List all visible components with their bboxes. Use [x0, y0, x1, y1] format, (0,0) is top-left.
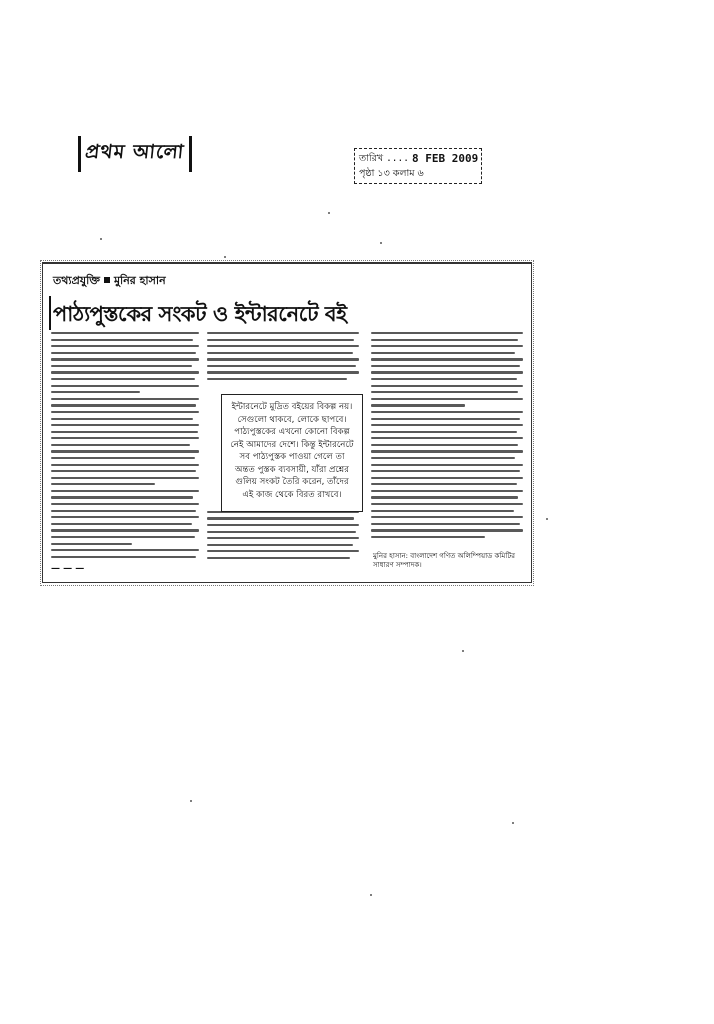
scan-speck [462, 650, 464, 652]
article-kicker-row [53, 272, 166, 291]
scan-speck [100, 238, 102, 240]
scan-speck [224, 256, 226, 258]
author-note: মুনির হাসান: বাংলাদেশ গণিত অলিম্পিয়াড কমিটির সাধারণ সম্পাদক। [373, 552, 515, 569]
pull-quote-box [221, 394, 363, 512]
clipping-end-mark: — — — [51, 564, 85, 574]
date-stamp [354, 148, 482, 184]
newspaper-clipping [42, 262, 532, 583]
scan-speck [380, 242, 382, 244]
pull-quote-text: ইন্টারনেটে মুদ্রিত বইয়ের বিকল্প নয়। সেগুলো থাকবে, লোকে ছাপবে। পাঠ্যপুস্তকের এখনো কোনো বিকল্প নেই আমাদের দেশে। কিন্তু ইন্টারনেটে সব পাঠ্যপুস্তক পাওয়া গেলে তা অন্তত পুস্তক ব্যবসায়ী, যাঁরা প্রশ্নের গুলিয় সংকট তৈরি করেন, তাঁদের এই কাজ থেকে বিরত রাখবে। [230, 402, 354, 500]
scan-speck [190, 800, 192, 802]
stamp-date-row: তারিখ .... 8 FEB 2009 [359, 152, 479, 165]
newspaper-masthead [78, 136, 192, 172]
stamp-date: 8 FEB 2009 [411, 152, 479, 165]
stamp-page-label: পৃষ্ঠা [359, 168, 375, 179]
scan-speck [370, 894, 372, 896]
square-bullet-icon [104, 277, 110, 283]
article-headline: পাঠ্যপুস্তকের সংকট ও ইন্টারনেটে বই [53, 301, 347, 326]
stamp-date-label: তারিখ [359, 153, 384, 164]
stamp-column-label: কলাম [392, 168, 415, 179]
article-byline: মুনির হাসান [113, 274, 166, 287]
article-column-1 [51, 332, 199, 570]
stamp-column-number: ৬ [417, 168, 424, 179]
article-kicker: তথ্যপ্রযুক্তি [53, 274, 100, 287]
scan-speck [546, 518, 548, 520]
scan-speck [328, 212, 330, 214]
newspaper-name: প্রথম আলো [84, 141, 186, 163]
stamp-page-number: ১৩ [377, 168, 390, 179]
stamp-page-row [359, 166, 477, 181]
article-column-3 [371, 332, 523, 570]
scan-speck [512, 822, 514, 824]
